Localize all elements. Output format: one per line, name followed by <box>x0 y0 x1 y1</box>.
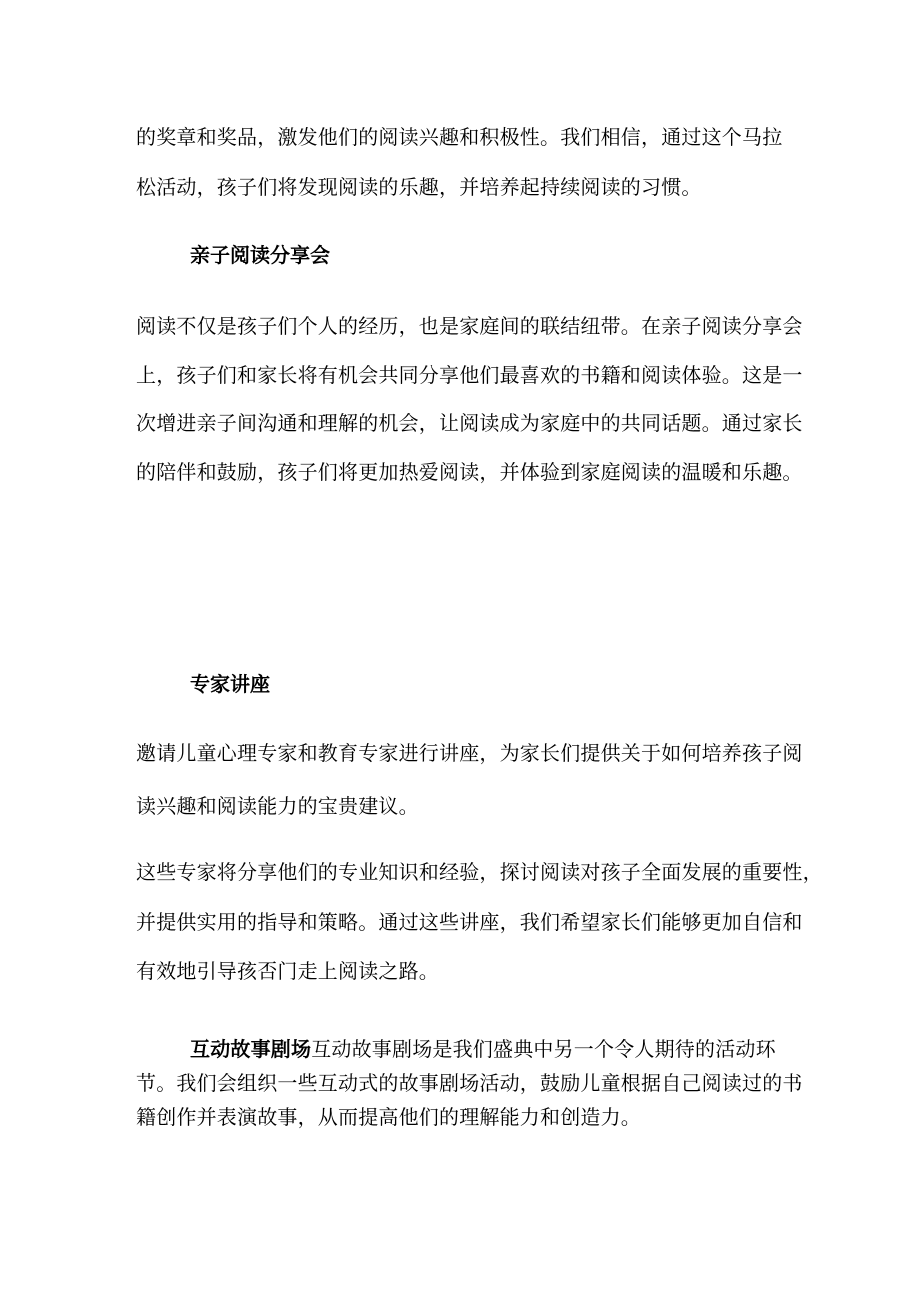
intro-line-2: 松活动，孩子们将发现阅读的乐趣，并培养起持续阅读的习惯。 <box>136 175 702 199</box>
intro-line-1: 的奖章和奖品，激发他们的阅读兴趣和积极性。我们相信，通过这个马拉 <box>136 125 783 149</box>
expert-para2-line-2: 并提供实用的指导和策略。通过这些讲座，我们希望家长们能够更加自信和 <box>136 910 803 934</box>
parent-child-line-2: 上，孩子们和家长将有机会共同分享他们最喜欢的书籍和阅读体验。这是一 <box>136 363 803 387</box>
section-heading-parent-child: 亲子阅读分享会 <box>190 243 330 267</box>
section-heading-theater: 互动故事剧场 <box>190 1037 312 1061</box>
theater-line-1-rest: 互动故事剧场是我们盛典中另一个令人期待的活动环 <box>311 1037 776 1061</box>
section-heading-expert: 专家讲座 <box>190 672 270 696</box>
expert-para2-line-3: 有效地引导孩否门走上阅读之路。 <box>136 959 439 983</box>
parent-child-line-1: 阅读不仅是孩子们个人的经历，也是家庭间的联结纽带。在亲子阅读分享会 <box>136 314 803 338</box>
theater-line-3: 籍创作并表演故事，从而提高他们的理解能力和创造力。 <box>136 1105 641 1129</box>
parent-child-line-3: 次增进亲子间沟通和理解的机会，让阅读成为家庭中的共同话题。通过家长 <box>136 411 803 435</box>
parent-child-line-4: 的陪伴和鼓励，孩子们将更加热爱阅读，并体验到家庭阅读的温暖和乐趣。 <box>136 460 803 484</box>
theater-first-line <box>190 1036 776 1062</box>
expert-para1-line-1: 邀请儿童心理专家和教育专家进行讲座，为家长们提供关于如何培养孩子阅 <box>136 741 803 765</box>
expert-para1-line-2: 读兴趣和阅读能力的宝贵建议。 <box>136 794 419 818</box>
theater-line-2: 节。我们会组织一些互动式的故事剧场活动，鼓励儿童根据自己阅读过的书 <box>136 1071 803 1095</box>
expert-para2-line-1: 这些专家将分享他们的专业知识和经验，探讨阅读对孩子全面发展的重要性， <box>136 860 823 884</box>
